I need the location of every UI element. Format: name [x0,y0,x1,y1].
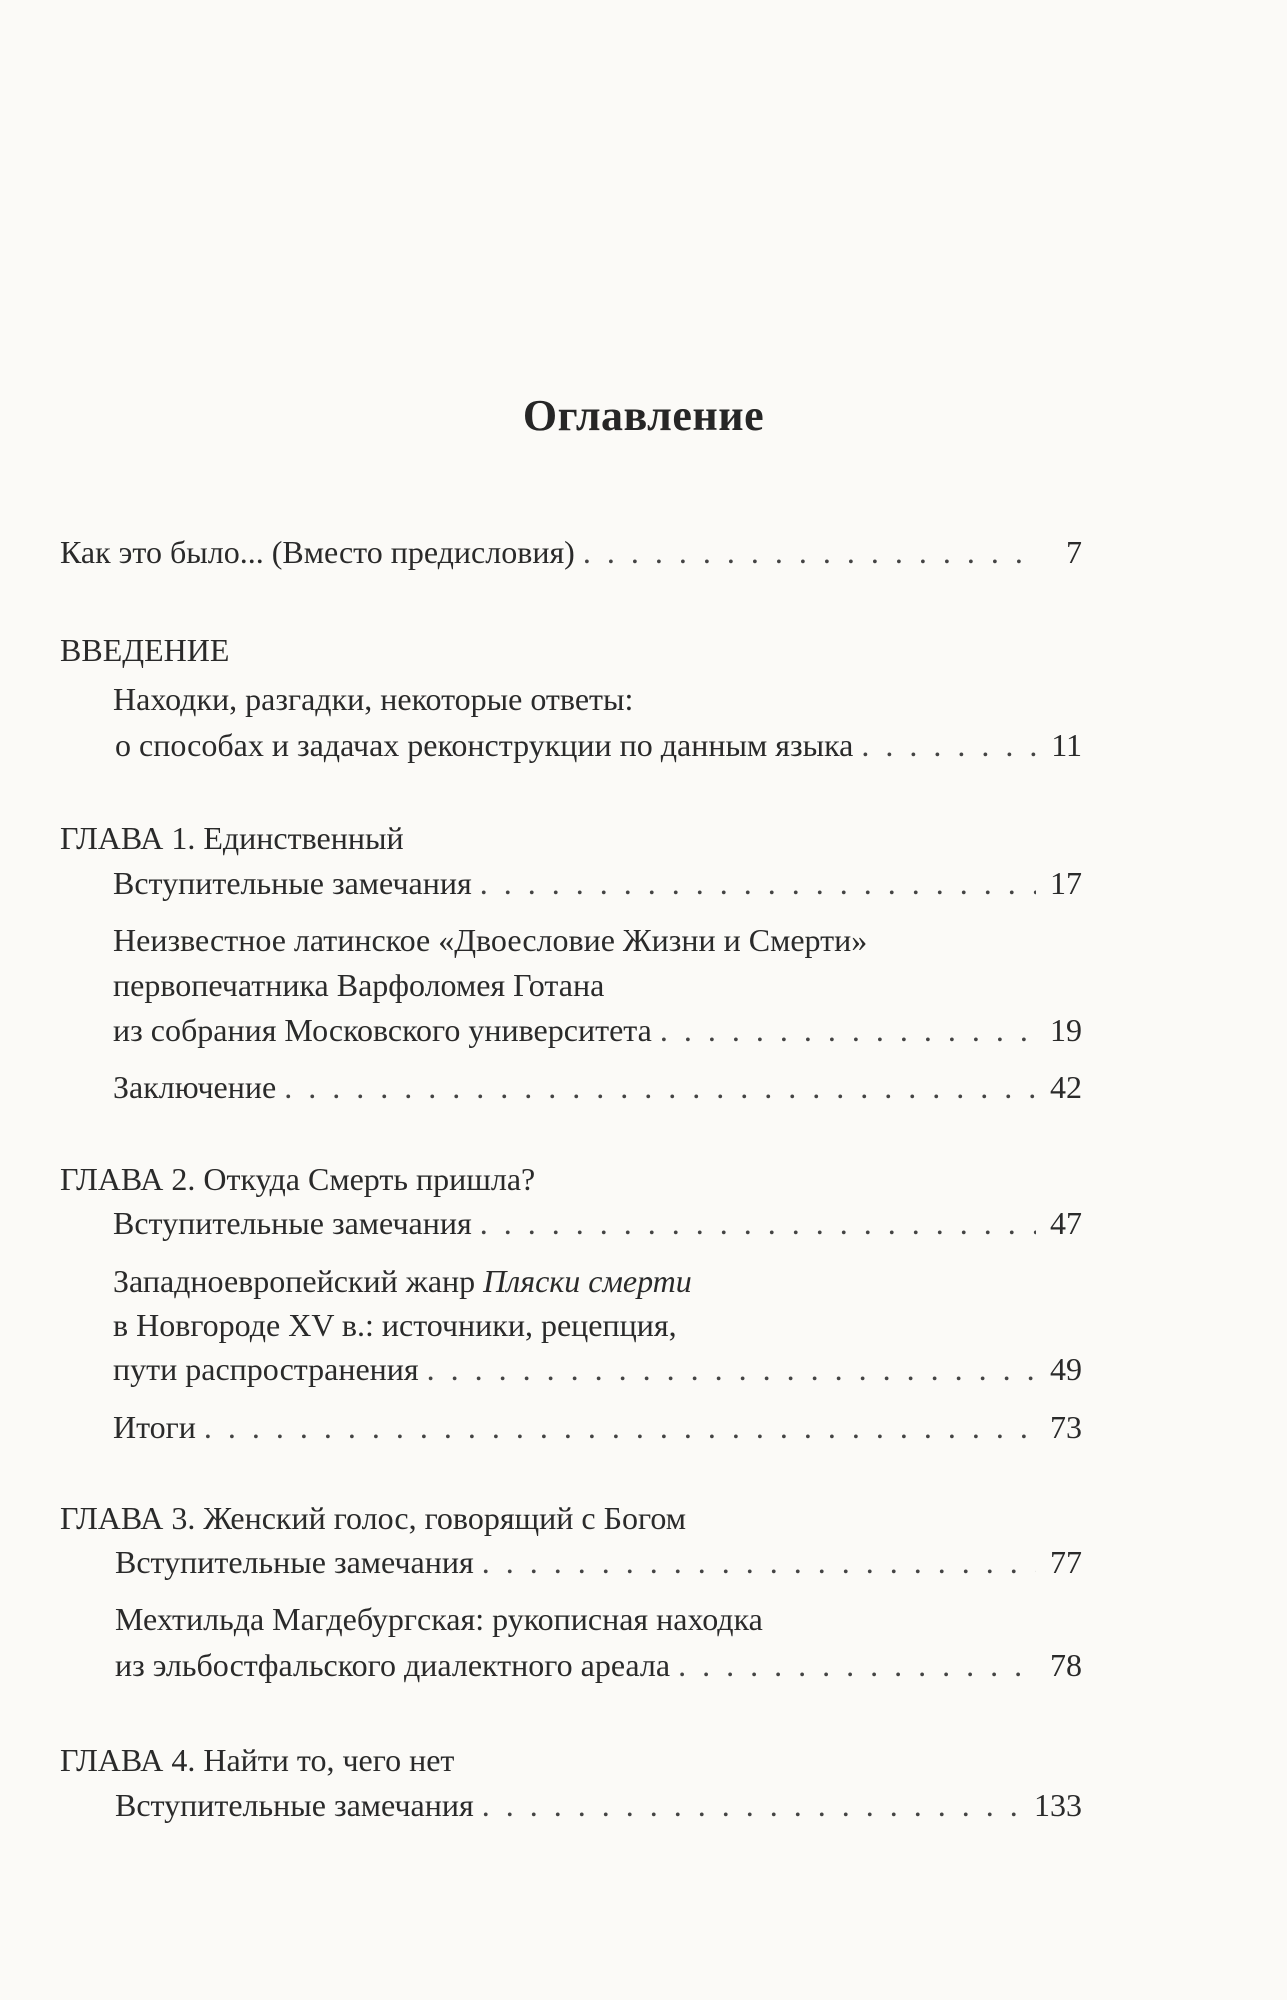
toc-entry-text: Вступительные замечания [115,1544,474,1580]
toc-entry-italic-title: Пляски смерти [483,1263,692,1299]
toc-entry-ch2-dance[interactable] [113,1344,1082,1394]
toc-entry-text: из эльбостфальского диалектного ареала [115,1647,671,1683]
toc-page-number: 7 [1066,534,1082,570]
toc-page-number: 17 [1050,865,1082,901]
toc-entry-text: Вступительные замечания [113,1205,472,1241]
dot-leader [284,1062,1036,1112]
toc-page-number: 47 [1050,1205,1082,1241]
dot-leader [583,527,1036,577]
toc-entry-text: из собрания Московского университета [113,1012,652,1048]
toc-entry-text: Заключение [113,1069,277,1105]
toc-page-number: 42 [1050,1069,1082,1105]
toc-entry-ch2-results[interactable] [113,1402,1082,1452]
toc-entry-ch1-conclusion[interactable] [113,1062,1082,1112]
toc-entry-text: Итоги [113,1409,196,1445]
page-title: Оглавление [522,391,765,440]
dot-leader [678,1640,1036,1690]
toc-heading-chapter-3: ГЛАВА 3. Женский голос, говорящий с Богом [60,1500,686,1536]
toc-page-number: 73 [1050,1409,1082,1445]
toc-entry-text: Мехтильда Магдебургская: рукописная находка [115,1601,763,1637]
dot-leader [482,1537,1036,1587]
toc-entry-preface[interactable] [60,527,1082,577]
toc-entry-text: Находки, разгадки, некоторые ответы: [113,681,634,717]
toc-entry-text: о способах и задачах реконструкции по данным языка [115,727,854,763]
toc-entry-text: Как это было... (Вместо предисловия) [60,534,575,570]
toc-heading-chapter-1: ГЛАВА 1. Единственный [60,820,404,856]
toc-entry-text: Западноевропейский жанр [113,1263,484,1299]
toc-page-number: 49 [1050,1351,1082,1387]
dot-leader [861,720,1036,770]
toc-page-number: 19 [1050,1012,1082,1048]
toc-entry-ch3-intro[interactable] [115,1537,1082,1587]
toc-entry-text: Вступительные замечания [113,865,472,901]
toc-entry-ch3-mechthild[interactable] [115,1640,1082,1690]
dot-leader [480,1198,1036,1248]
toc-entry-ch1-dialogue[interactable] [113,1005,1082,1055]
toc-entry-text: Неизвестное латинское «Двоесловие Жизни и Смерти» [113,922,868,958]
toc-entry-ch2-intro[interactable] [113,1198,1082,1248]
toc-entry-ch1-intro[interactable] [113,858,1082,908]
dot-leader [482,1780,1024,1830]
toc-page-number: 78 [1050,1647,1082,1683]
dot-leader [204,1402,1036,1452]
toc-entry-intro-findings[interactable] [115,720,1082,770]
toc-entry-text: Вступительные замечания [115,1787,474,1823]
toc-heading-introduction: ВВЕДЕНИЕ [60,632,230,668]
dot-leader [660,1005,1036,1055]
toc-page-number: 77 [1050,1544,1082,1580]
toc-entry-text-line [113,1256,1082,1306]
toc-page-number: 133 [1034,1787,1082,1823]
toc-heading-chapter-2: ГЛАВА 2. Откуда Смерть пришла? [60,1161,536,1197]
toc-entry-text: в Новгороде XV в.: источники, рецепция, [113,1307,677,1343]
dot-leader [427,1344,1036,1394]
toc-entry-text: первопечатника Варфоломея Готана [113,967,605,1003]
toc-page-number: 11 [1051,727,1082,763]
toc-entry-ch4-intro[interactable] [115,1780,1082,1830]
toc-entry-text: пути распространения [113,1351,419,1387]
toc-heading-chapter-4: ГЛАВА 4. Найти то, чего нет [60,1742,455,1778]
dot-leader [480,858,1036,908]
